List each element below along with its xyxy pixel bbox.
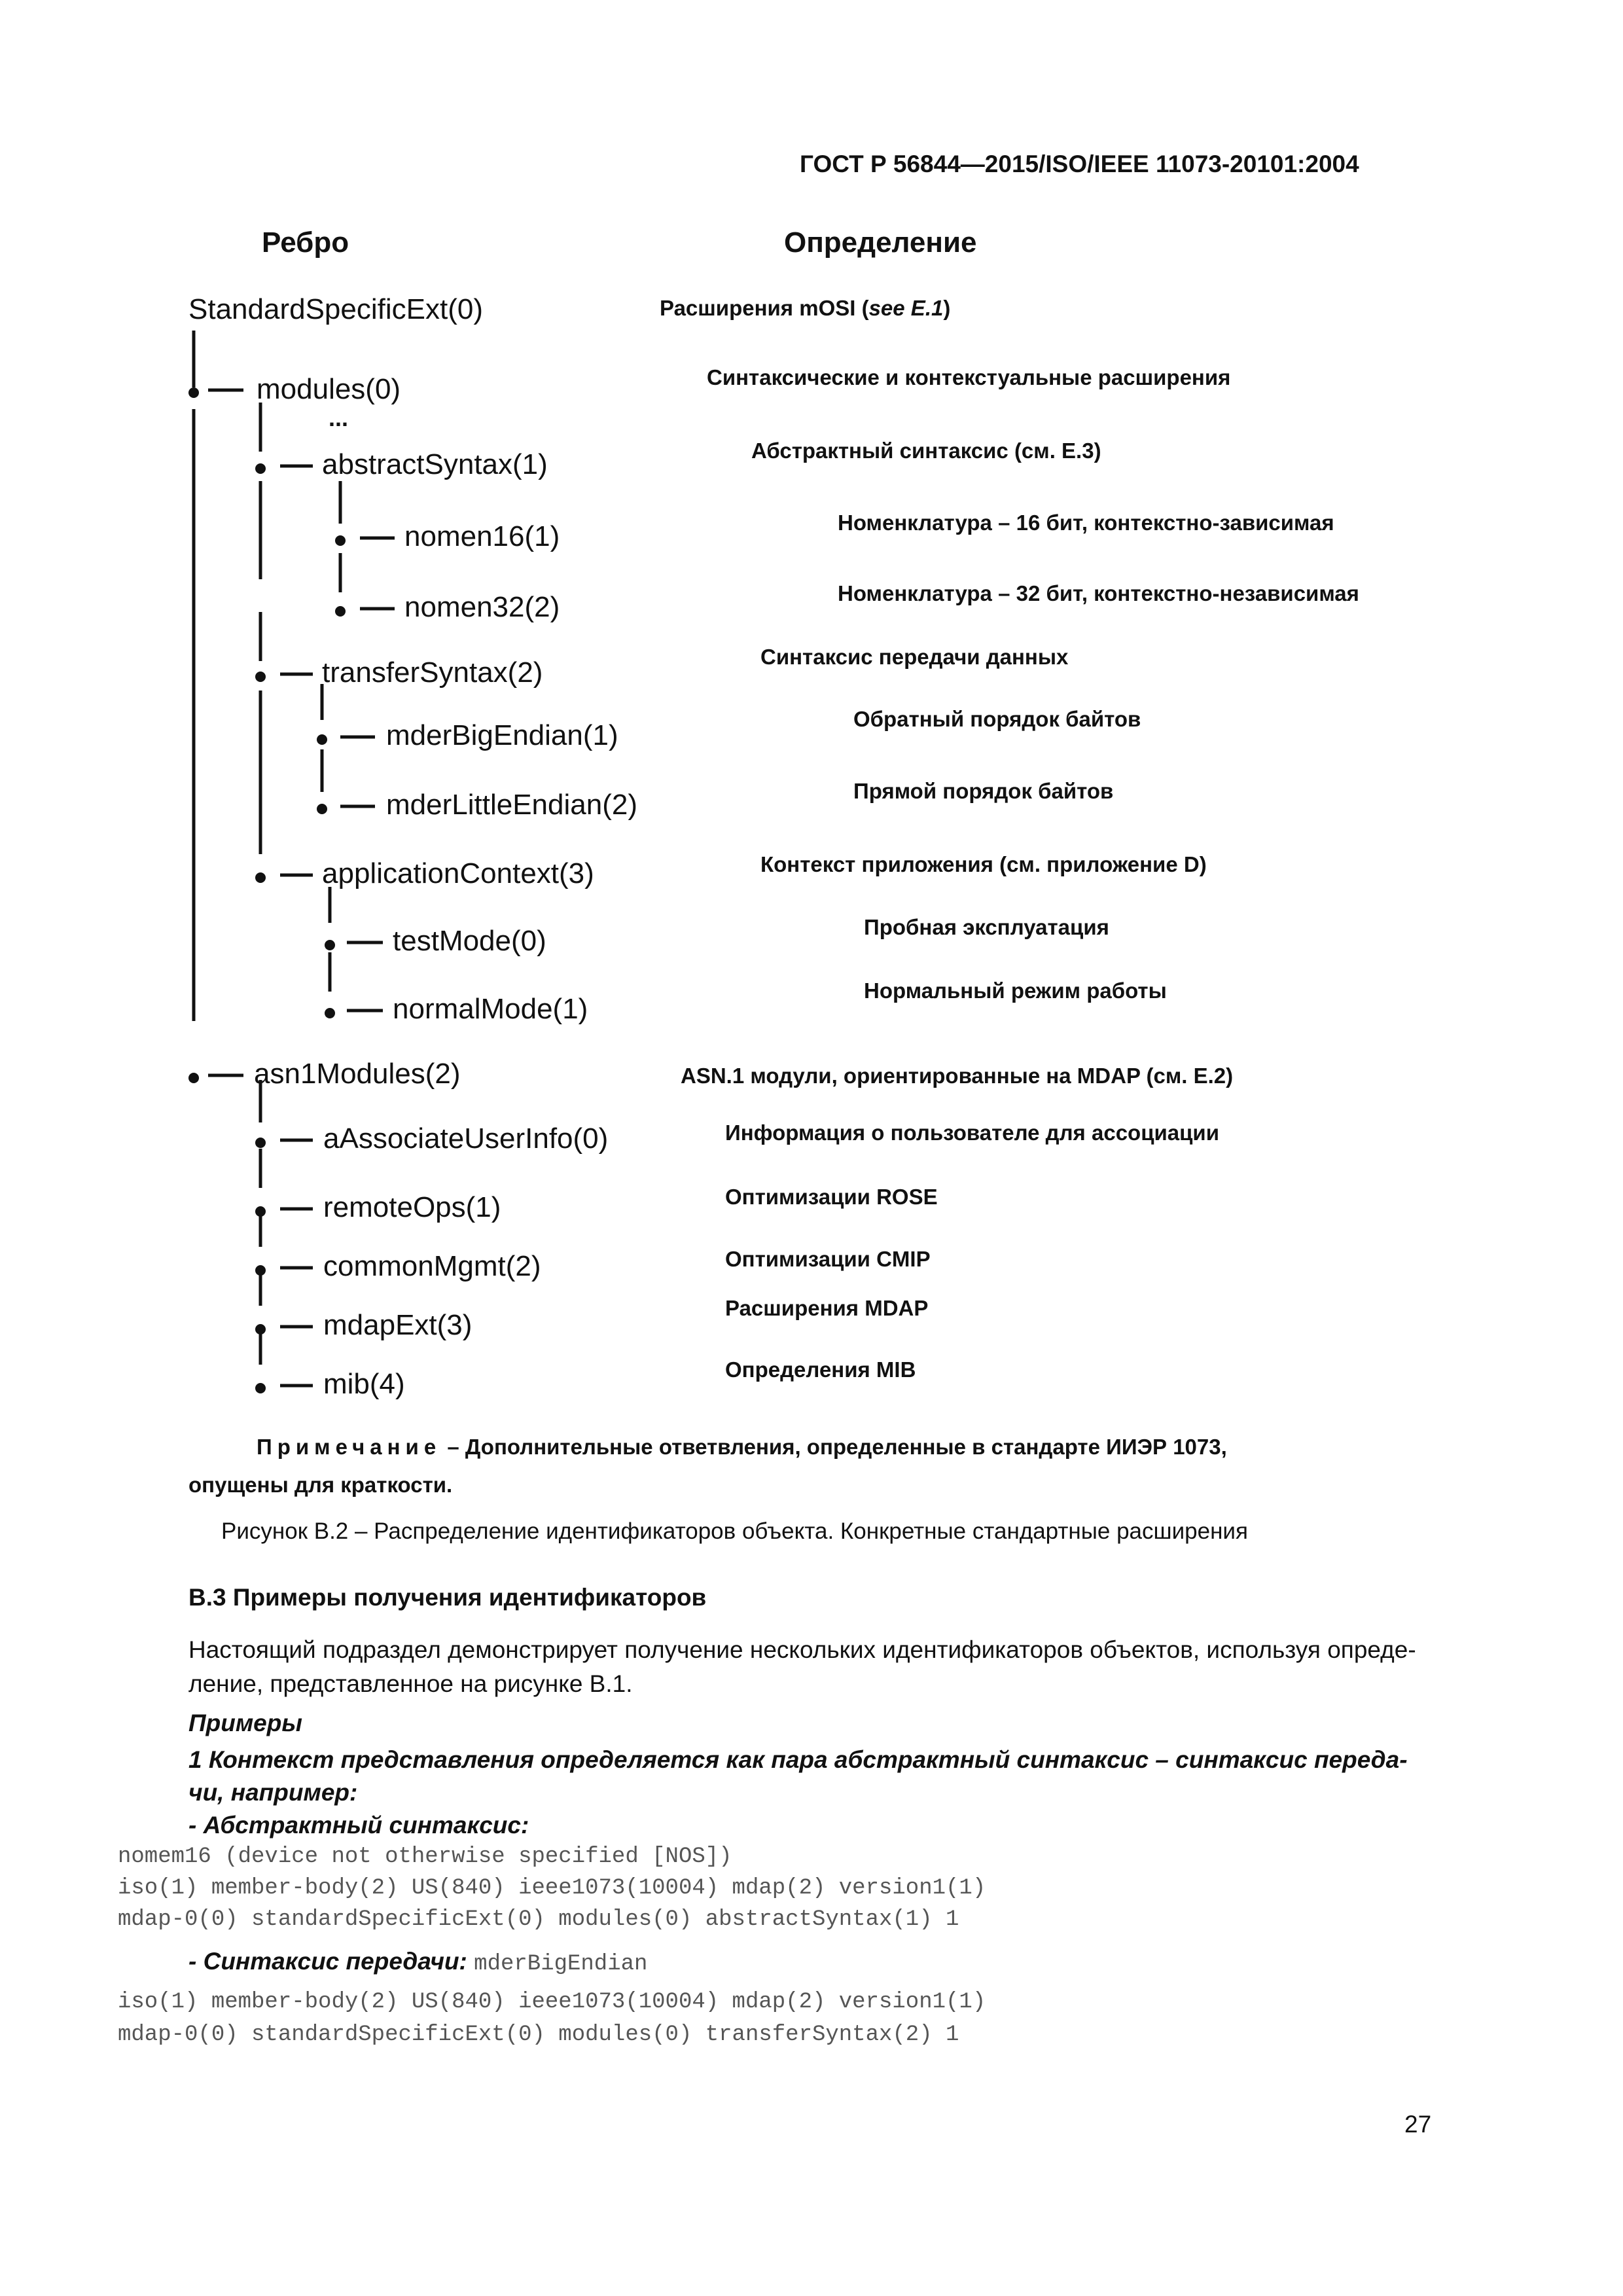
definition-abstract-syntax: Абстрактный синтаксис (см. Е.3) (751, 439, 1101, 463)
definition-mder-little-endian: Прямой порядок байтов (853, 779, 1114, 803)
definition-test-mode: Пробная эксплуатация (864, 915, 1109, 939)
definition-mdap-ext: Расширения MDAP (725, 1296, 929, 1320)
figure-note: Примечание – Дополнительные ответвления, определенные в стандарте ИИЭР 1073, (257, 1435, 1227, 1459)
example-1-line-2: чи, например: (188, 1779, 358, 1806)
code-line-3: mdap-0(0) standardSpecificExt(0) modules(0) abstractSyntax(1) 1 (118, 1907, 959, 1932)
definition-application-context: Контекст приложения (см. приложение D) (760, 852, 1207, 876)
transfer-syntax-label: - Синтаксис передачи: mderBigEndian (188, 1948, 648, 1977)
node-mdap-ext: mdapExt(3) (323, 1309, 473, 1341)
node-application-context: applicationContext(3) (322, 857, 594, 889)
node-normal-mode: normalMode(1) (393, 993, 588, 1025)
definition-normal-mode: Нормальный режим работы (864, 978, 1167, 1003)
node-mder-little-endian: mderLittleEndian(2) (386, 789, 637, 821)
node-mder-big-endian: mderBigEndian(1) (386, 719, 618, 751)
node-nomen32: nomen32(2) (404, 591, 560, 623)
node-modules: modules(0) (257, 373, 401, 405)
code-line-1: nomem16 (device not otherwise specified [NOS]) (118, 1844, 732, 1869)
figure-caption: Рисунок В.2 – Распределение идентификаторов объекта. Конкретные стандартные расширения (221, 1518, 1248, 1544)
definition-a-associate-user-info: Информация о пользователе для ассоциации (725, 1121, 1219, 1145)
column-heading-definition: Определение (784, 226, 977, 259)
definition-mder-big-endian: Обратный порядок байтов (853, 707, 1141, 731)
definition-transfer-syntax: Синтаксис передачи данных (760, 645, 1069, 669)
node-ellipsis: ... (329, 404, 349, 431)
node-mib: mib(4) (323, 1368, 405, 1400)
transfer-syntax-value: mderBigEndian (474, 1952, 648, 1977)
definition-nomen32: Номенклатура – 32 бит, контекстно-независимая (838, 581, 1359, 605)
definition-nomen16: Номенклатура – 16 бит, контекстно-зависимая (838, 511, 1334, 535)
definition-asn1-modules: ASN.1 модули, ориентированные на MDAP (см. Е.2) (681, 1064, 1234, 1088)
paragraph-line-1: Настоящий подраздел демонстрирует получение нескольких идентификаторов объектов, используя опреде- (188, 1636, 1416, 1663)
node-a-associate-user-info: aAssociateUserInfo(0) (323, 1122, 609, 1155)
definition-root-ref: see E.1 (868, 296, 944, 320)
note-label: Примечание (257, 1435, 442, 1459)
code-line-4: iso(1) member-body(2) US(840) ieee1073(10004) mdap(2) version1(1) (118, 1990, 986, 2015)
definition-remote-ops: Оптимизации ROSE (725, 1185, 938, 1209)
section-heading: В.3 Примеры получения идентификаторов (188, 1584, 707, 1611)
figure-note-continued: опущены для краткости. (188, 1473, 453, 1497)
document-header: ГОСТ Р 56844—2015/ISO/IEEE 11073-20101:2004 (800, 151, 1359, 177)
node-asn1-modules: asn1Modules(2) (254, 1058, 461, 1090)
node-remote-ops: remoteOps(1) (323, 1191, 501, 1223)
definition-common-mgmt: Оптимизации CMIP (725, 1247, 931, 1271)
definition-root: Расширения mOSI (see E.1) (660, 296, 951, 320)
code-line-2: iso(1) member-body(2) US(840) ieee1073(10004) mdap(2) version1(1) (118, 1876, 986, 1901)
node-test-mode: testMode(0) (393, 925, 546, 957)
node-abstract-syntax: abstractSyntax(1) (322, 448, 548, 480)
column-heading-edge: Ребро (262, 226, 349, 259)
page-number: 27 (1404, 2111, 1432, 2138)
node-common-mgmt: commonMgmt(2) (323, 1250, 541, 1282)
code-line-5: mdap-0(0) standardSpecificExt(0) modules(0) transferSyntax(2) 1 (118, 2022, 959, 2047)
abstract-syntax-label: - Абстрактный синтаксис: (188, 1812, 529, 1839)
node-standard-specific-ext: StandardSpecificExt(0) (188, 293, 483, 325)
example-1-line-1: 1 Контекст представления определяется как пара абстрактный синтаксис – синтаксис переда- (188, 1746, 1408, 1773)
examples-heading: Примеры (188, 1710, 302, 1736)
node-nomen16: nomen16(1) (404, 520, 560, 552)
paragraph-line-2: ление, представленное на рисунке В.1. (188, 1670, 633, 1697)
definition-modules: Синтаксические и контекстуальные расширения (707, 365, 1231, 389)
node-transfer-syntax: transferSyntax(2) (322, 656, 543, 689)
definition-mib: Определения MIB (725, 1357, 916, 1382)
